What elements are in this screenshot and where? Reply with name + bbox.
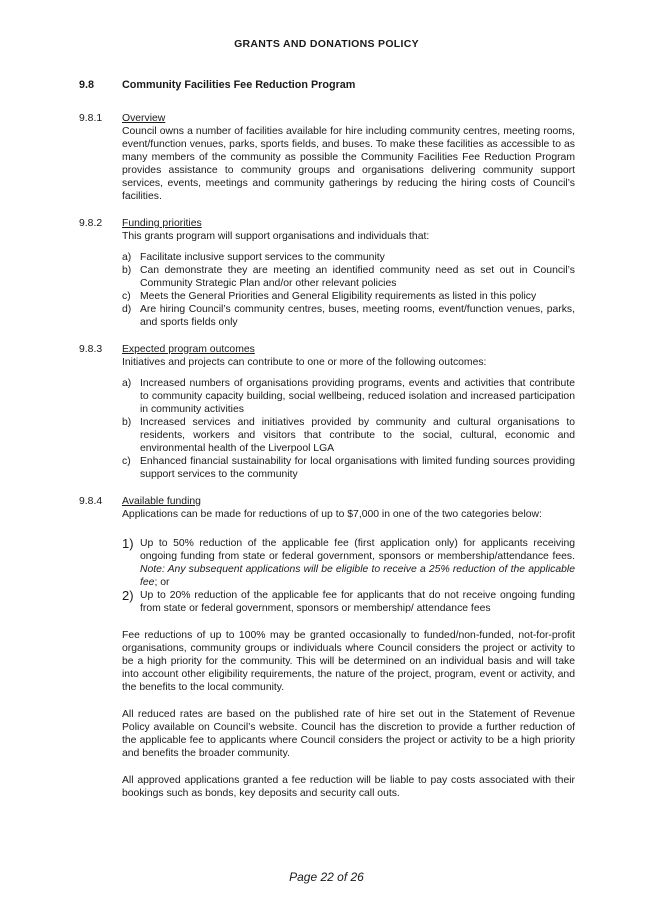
list-item (122, 251, 575, 264)
list-item (122, 416, 575, 455)
list-item (122, 455, 575, 481)
list-item (122, 303, 575, 329)
subsection-number: 9.8.4 (79, 496, 103, 507)
list-marker: d) (122, 304, 132, 315)
subsection-overview (79, 112, 575, 203)
list-text: Enhanced financial sustainability for local organisations with limited funding sources providing support services to the community (140, 456, 575, 480)
list-text: Increased services and initiatives provided by community and cultural organisations to residents, workers and visitors that contribute to the social, cultural, economic and environmental health of the Liverpool LGA (140, 417, 575, 454)
paragraph: Fee reductions of up to 100% may be granted occasionally to funded/non-funded, not-for-profit organisations, community groups or individuals where Council considers the project or activity to be a high priority for the community. This will be determined on an individual basis and will take into account other eligibility requirements, the nature of the project, program, event or activity, and the benefits to the local community. (122, 630, 575, 693)
list-item (122, 537, 575, 589)
list-marker: a) (122, 252, 132, 263)
list-text: Meets the General Priorities and General Eligibility requirements as listed in this policy (140, 291, 537, 302)
section-title: Community Facilities Fee Reduction Program (122, 79, 356, 91)
list-text-main: Up to 50% reduction of the applicable fee (first application only) for applicants receiving ongoing funding from state or federal government, sponsors or membership/attendance fees. (140, 538, 575, 562)
list-item (122, 290, 575, 303)
paragraph: All reduced rates are based on the published rate of hire set out in the Statement of Revenue Policy available on Council’s website. Council has the discretion to provide a further reduction of the applicable fee to applicants where Council considers the project or activity to be a high priority and benefits the broader community. (122, 709, 575, 759)
paragraph: Initiatives and projects can contribute to one or more of the following outcomes: (122, 357, 487, 368)
list-text-tail: ; or (154, 577, 170, 588)
paragraph: Applications can be made for reductions of up to $7,000 in one of the two categories below: (122, 509, 542, 520)
list-marker: c) (122, 456, 131, 467)
subsection-number: 9.8.3 (79, 344, 103, 355)
subsection-title: Funding priorities (122, 218, 202, 229)
list-item (122, 589, 575, 615)
list-text: Increased numbers of organisations providing programs, events and activities that contribute to community capacity building, social wellbeing, reduced isolation and increased participation in community activities (140, 378, 575, 415)
list-marker: 1) (122, 536, 134, 551)
subsection-title: Overview (122, 113, 166, 124)
list-marker: a) (122, 378, 132, 389)
subsection-funding-priorities (79, 217, 575, 329)
section-heading (79, 79, 575, 92)
note-text: Note: Any subsequent applications will be eligible to receive a 25% reduction of the applicable fee (140, 564, 575, 588)
list-text: Can demonstrate they are meeting an identified community need as set out in Council’s Community Strategic Plan and/or other relevant policies (140, 265, 575, 289)
paragraph: This grants program will support organisations and individuals that: (122, 231, 430, 242)
list-text (140, 537, 575, 589)
outcomes-list (122, 377, 575, 481)
list-text: Up to 20% reduction of the applicable fee for applicants that do not receive ongoing funding from state or federal government, sponsors or membership/ attendance fees (140, 590, 575, 614)
paragraph: All approved applications granted a fee reduction will be liable to pay costs associated with their bookings such as bonds, key deposits and security call outs. (122, 775, 575, 799)
list-marker: c) (122, 291, 131, 302)
subsection-number: 9.8.2 (79, 218, 103, 229)
list-marker: b) (122, 265, 132, 276)
subsection-title: Expected program outcomes (122, 344, 255, 355)
subsection-available-funding (79, 495, 575, 800)
funding-categories-list (122, 537, 575, 615)
list-text: Facilitate inclusive support services to the community (140, 252, 385, 263)
paragraph: Council owns a number of facilities available for hire including community centres, meeting rooms, event/function venues, parks, sports fields, and buses. To make these facilities as accessible to as many members of the community as possible the Community Facilities Fee Reduction Program provides assistance to community groups and organisations delivering community support services, events, meetings and community gatherings by reducing the hiring costs of Council’s facilities. (122, 126, 575, 202)
subsection-expected-outcomes (79, 343, 575, 481)
document-header: GRANTS AND DONATIONS POLICY (234, 38, 419, 50)
list-text: Are hiring Council’s community centres, buses, meeting rooms, event/function venues, parks, and sports fields only (140, 304, 575, 328)
priorities-list (122, 251, 575, 329)
list-item (122, 377, 575, 416)
list-marker: b) (122, 417, 132, 428)
list-item (122, 264, 575, 290)
document-body (79, 79, 575, 814)
subsection-title: Available funding (122, 496, 201, 507)
page-number: Page 22 of 26 (289, 870, 364, 884)
section-number: 9.8 (79, 79, 95, 91)
subsection-number: 9.8.1 (79, 113, 103, 124)
list-marker: 2) (122, 588, 134, 603)
